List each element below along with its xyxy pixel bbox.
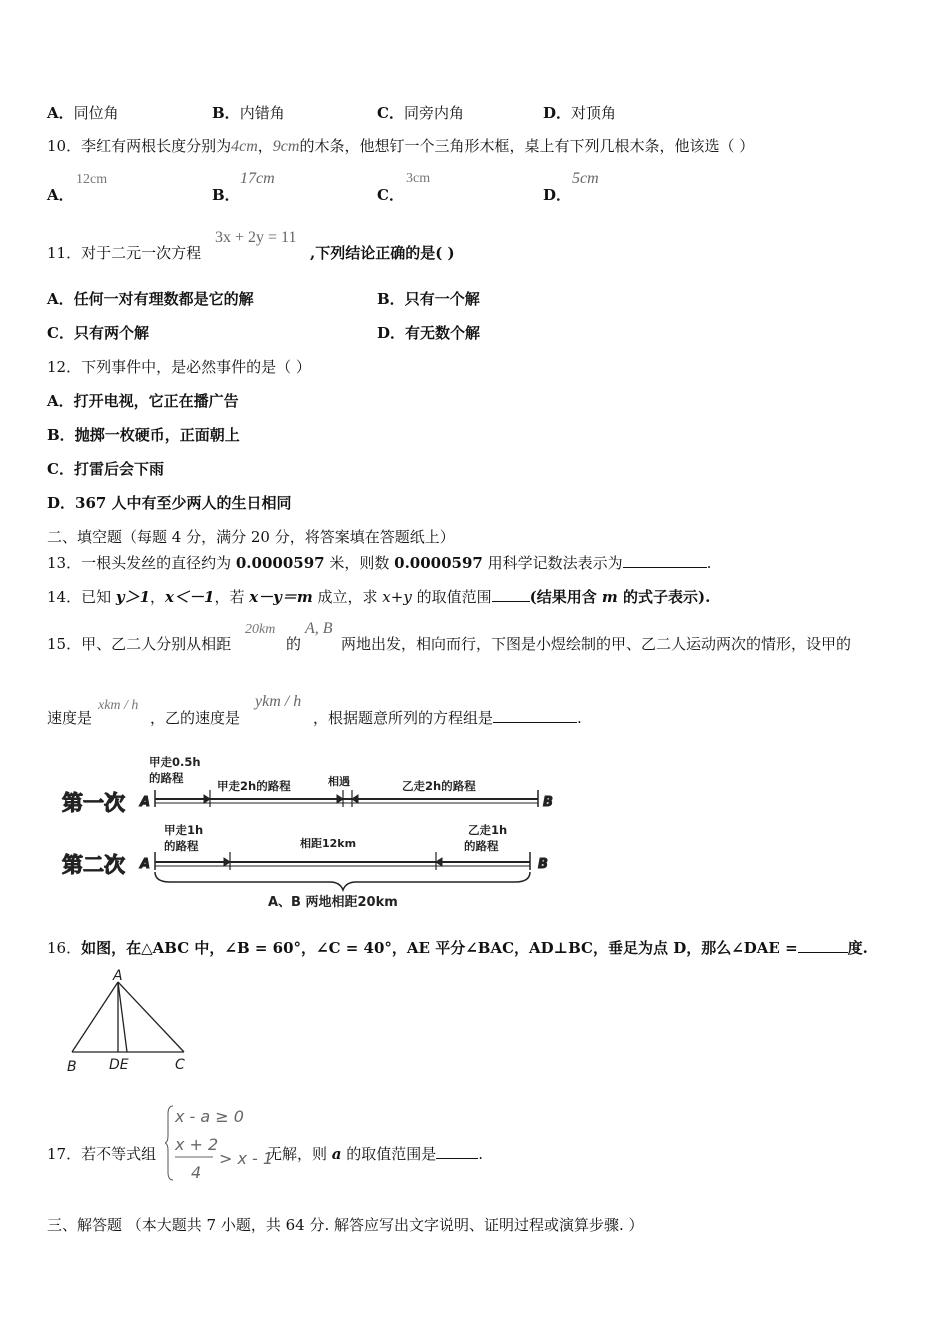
q10-option-b-value: 17cm [240,170,275,187]
q14-answer-blank[interactable] [492,601,530,602]
section-2-heading: 二、填空题（每题 4 分，满分 20 分，将答案填在答题纸上） [47,528,455,546]
q12-option-d: D．367 人中有至少两人的生日相同 [47,494,292,512]
q15-text-de: 的 [286,635,302,653]
q12-option-c: C．打雷后会下雨 [47,460,164,478]
q17-ineq2-numerator: x + 2 [175,1135,219,1154]
q11-option-c: C．只有两个解 [47,324,149,342]
section-3-heading: 三、解答题 （本大题共 7 小题，共 64 分. 解答应写出文字说明、证明过程或演算步骤. ） [47,1216,644,1234]
q10-option-d-letter: D． [543,186,572,204]
q15-speed-y: ykm / h [255,693,302,710]
q11-equation: 3x + 2y = 11 [215,229,297,246]
q16-triangle-figure [62,968,192,1078]
row1-label: 第一次 [62,791,125,815]
q15-answer-blank[interactable] [493,722,577,723]
row2-yi1h-line2: 的路程 [464,839,499,853]
q17-stem-head: 17．若不等式组 [47,1145,157,1163]
q17-ineq2-rhs: > x - 1 [219,1149,274,1168]
q10-option-a-value: 12cm [76,172,108,187]
q10-option-d-value: 5cm [572,170,599,187]
q9-option-a: A．同位角 [47,104,119,122]
q15-stem-line2-tail: ，根据题意所列的方程组是 . [313,709,582,727]
q10-option-b-letter: B． [212,186,240,204]
row2-yi1h-line1: 乙走1h [468,823,508,837]
q15-distance: 20km [245,622,276,637]
fig-label-c: C [175,1057,185,1073]
q11-stem: 11．对于二元一次方程 [47,244,202,262]
q15-stem-line1: 15．甲、乙二人分别从相距 [47,635,232,653]
q12-option-b: B．抛掷一枚硬币，正面朝上 [47,426,240,444]
q11-stem-tail: ,下列结论正确的是( ) [310,244,455,262]
q15-text-yi: ，乙的速度是 [150,709,241,727]
q14-stem: 14．已知 y＞1，x＜－1，若 x－y＝m 成立，求 x+y 的取值范围 (结果用含 m 的式子表示). [47,588,711,606]
q10-option-c-value: 3cm [406,171,431,186]
row1-jia05-line2: 的路程 [149,771,184,785]
q16-answer-blank[interactable] [798,952,848,953]
row1-jia05-line1: 甲走0.5h [149,755,201,769]
q17-ineq2-denominator: 4 [191,1163,202,1182]
q9-option-c: C．同旁内角 [377,104,464,122]
row2-label: 第二次 [62,853,125,877]
q17-inequality-system [165,1102,275,1184]
q13-answer-blank[interactable] [623,567,707,568]
q15-points: A, B [305,620,333,637]
q10-option-a-letter: A． [47,186,74,204]
q10-stem: 10．李红有两根长度分别为4cm，9cm的木条，他想钉一个三角形木框，桌上有下列几根木条，他该选（ ） [47,137,755,155]
row1-point-a: A [140,795,151,810]
q11-option-b: B．只有一个解 [377,290,480,308]
row1-point-b: B [543,795,553,810]
fig-label-a: A [113,968,123,984]
q15-journey-diagram [60,752,580,914]
q12-option-a: A．打开电视，它正在播广告 [47,392,239,410]
fig-label-de: DE [109,1057,129,1073]
q11-option-d: D．有无数个解 [377,324,481,342]
row2-gap: 相距12km [300,837,357,850]
q17-ineq1: x - a ≥ 0 [175,1107,244,1126]
row2-point-a: A [140,857,151,872]
row1-jia2h: 甲走2h的路程 [217,779,291,793]
row2-jia1h-line1: 甲走1h [164,823,204,837]
q9-option-b: B．内错角 [212,104,285,122]
q17-answer-blank[interactable] [436,1158,478,1159]
row2-jia1h-line2: 的路程 [164,839,199,853]
q9-option-d: D．对顶角 [543,104,617,122]
brace-caption: A、B 两地相距20km [268,895,398,910]
q12-stem: 12．下列事件中，是必然事件的是（ ） [47,358,311,376]
row2-point-b: B [538,857,548,872]
row1-meet: 相遇 [328,775,350,788]
q11-option-a: A．任何一对有理数都是它的解 [47,290,254,308]
q16-stem: 16．如图，在△ABC 中，∠B = 60°，∠C = 40°，AE 平分∠BAC，AD⊥BC，垂足为点 D，那么∠DAE = 度. [47,939,868,957]
q10-option-c-letter: C． [377,186,404,204]
q17-stem-tail: 无解，则 a 的取值范围是 . [267,1145,484,1163]
q15-speed-x: xkm / h [98,698,139,713]
q15-stem-line1-tail: 两地出发，相向而行，下图是小煜绘制的甲、乙二人运动两次的情形，设甲的 [341,635,852,653]
q13-stem: 13．一根头发丝的直径约为 0.0000597 米，则数 0.0000597 用科学记数法表示为 . [47,554,712,572]
row1-yi2h: 乙走2h的路程 [402,779,476,793]
q15-stem-line2-head: 速度是 [47,709,93,727]
fig-label-b: B [67,1059,77,1075]
